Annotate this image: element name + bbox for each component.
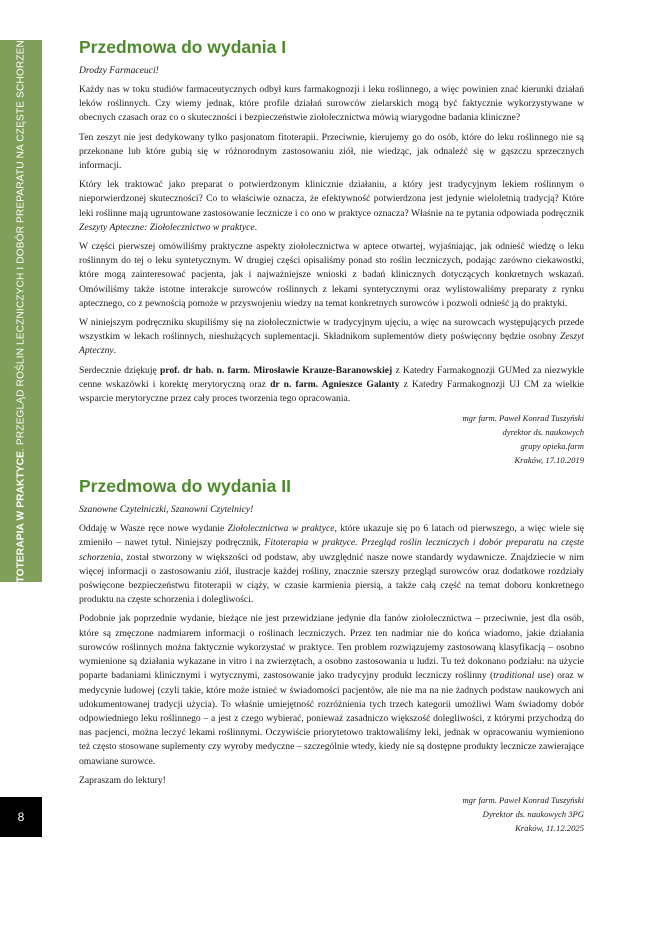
book-title: Zeszyty Apteczne: Ziołolecznictwo w praktyce — [79, 221, 255, 233]
signature-block — [79, 793, 584, 835]
signature-line: mgr farm. Paweł Konrad Tuszyński — [462, 413, 584, 424]
sidebar-title-rest: . PRZEGLĄD ROŚLIN LECZNICZYCH I DOBÓR PREPARATU NA CZĘSTE SCHORZENIA — [15, 30, 27, 451]
text-run: , został stworzony w większości od podstaw, aby uwzględnić nasze nowe standardy wydawnicze. Znajdziecie w nim więcej informacji o zastosowaniu ziół, ilustracje każdej rośliny, znacznie szerszy przegląd surowców oraz dodatkowe rozdziały poświęcone bezpieczeństwu fitoterapii w ciąży, w czasie karmienia piersią, a także całą część na temat doboru konkretnego produktu na częste schorzenia i dolegliwości. — [79, 551, 584, 606]
signature-line: Kraków, 17.10.2019 — [514, 455, 584, 466]
text-run: Oddaję w Wasze ręce nowe wydanie — [79, 523, 228, 535]
signature-line: Dyrektor ds. naukowych 3PG — [482, 808, 584, 819]
text-run: , które ukazuje się po 6 latach od pierwszego, a więc wiele się zmieniło – nawet tytuł. Niniejszy podręcznik, — [79, 523, 584, 549]
text-run: . — [113, 345, 117, 357]
text-run: W niniejszym podręczniku skupiliśmy się na ziołolecznictwie w tradycyjnym ujęciu, a więc na surowcach występujących przede wszystkim w lekach roślinnych, nieshużących suplementacji. Składnikom suplementów diety poświęcony będzie osobny — [79, 317, 584, 343]
text-run: Podobnie jak poprzednie wydanie, bieżące nie jest przewidziane jedynie dla fanów ziołolecznictwa – przeciwnie, jest dla osób, które są zmęczone nadmiarem informacji o roślinach leczniczych. Przez ten nadmiar nie do końca wiadomo, jakie działania surowców roślinnych można faktycznie wykorzystać w praktyce. Ten problem rozwiązujemy zastosowaną klasyfikacją – osobno wymienione są działania wykazane in vitro i na zwierzętach, a osobno zastosowania u ludzi. Tu też dokonano podziału: na użycie poparte badaniami klinicznymi i wytycznymi, zastosowanie jako tradycyjny produkt leczniczy roślinny ( — [79, 613, 584, 682]
signature-block — [79, 411, 584, 467]
term: traditional use — [493, 670, 551, 682]
page-content — [79, 36, 584, 843]
text-run: z Katedry Farmakognozji UJ CM za wielkie wsparcie merytoryczne przez cały proces tworzenia tego opracowania. — [79, 378, 585, 405]
book-title: Zeszyt Apteczny — [79, 331, 584, 357]
salutation: Drodzy Farmaceuci! — [79, 65, 159, 76]
signature-line: mgr farm. Paweł Konrad Tuszyński — [462, 794, 584, 805]
sidebar-title-bold: FITOTERAPIA W PRAKTYCE — [15, 450, 27, 592]
paragraph: Ten zeszyt nie jest dedykowany tylko pasjonatom fitoterapii. Przeciwnie, kierujemy go do osób, które do leku roślinnego nie są przekonane lub które gubią się w różnorodnym zastosowaniu ziół, nie wiedząc, jak odnaleźć się w gąszczu sprzecznych informacji. — [79, 131, 584, 172]
text-run: Który lek traktować jako preparat o potwierdzonym klinicznie działaniu, a który jest tradycyjnym lekiem roślinnym o nieporwierdzonej skuteczności? Co to właściwie oznacza, że efektywność potwierdzona jest jedynie wieloletnią tradycją? Które leki roślinne mają ugruntowane zastosowanie lecznicze i co ono w praktyce oznacza? Właśnie na te pytania odpowiada podręcznik — [79, 179, 584, 219]
sidebar-book-title — [16, 30, 27, 592]
paragraph — [79, 178, 584, 235]
text-run: Serdecznie dziękuję — [79, 364, 160, 376]
book-title: Ziołolecznictwa w praktyce — [227, 523, 335, 535]
section-heading: Przedmowa do wydania II — [79, 476, 291, 497]
paragraph — [79, 612, 584, 768]
paragraph — [79, 364, 584, 407]
section-heading: Przedmowa do wydania I — [79, 37, 287, 57]
page-number: 8 — [0, 797, 42, 837]
signature-line: dyrektor ds. naukowych — [502, 427, 584, 438]
paragraph: Każdy nas w toku studiów farmaceutycznych odbył kurs farmakognozji i leku roślinnego, a więc powinien znać kierunki działań leków roślinnych. Czy wiemy jednak, które profile działań surowców zielarskich mogą być faktycznie wykorzystywane w obecnych czasach oraz co o skuteczności i bezpieczeństwie ziołolecznictwa mówią wiarygodne badania kliniczne? — [79, 84, 584, 124]
preface-second-edition — [79, 475, 584, 835]
text-run: . — [254, 221, 258, 233]
salutation: Szanowne Czytelniczki, Szanowni Czytelnicy! — [79, 504, 254, 516]
preface-first-edition — [79, 36, 584, 467]
signature-line: grupy opieka.farm — [520, 441, 584, 452]
book-title: Fitoterapia w praktyce. Przegląd roślin leczniczych i dobór preparatu na częste schorzenia — [79, 537, 584, 563]
text-run: z Katedry Farmakognozji GUMed za niezwykle cenne wskazówki i korektę merytoryczną oraz — [79, 364, 585, 390]
paragraph — [79, 316, 584, 359]
person-name: dr n. farm. Agnieszce Galanty — [270, 378, 400, 390]
signature-line: Kraków, 11.12.2025 — [515, 822, 584, 833]
text-run: ) oraz w medycynie ludowej (czyli takie, które może istnieć w świadomości pacjentów, ale nie ma na nie żadnych podstaw naukowych ani udokumentowanej tradycji użycia). To właśnie umiejętność rozróżnienia tych trzech kategorii umożliwi Wam świadomy dobór odpowiedniego leku roślinnego – a jest z czego wybierać, ponieważ zasadniczo większość dolegliwości, z którymi przychodzą do nas pacjenci, można leczyć lekami roślinnymi. Oczywiście priorytetowo traktowaliśmy leki, jednak w opracowaniu wymieniono też często stosowane suplementy czy wyroby medyczne – szczególnie wtedy, kiedy nie są dostępne produkty lecznicze zawierające omawiane surowce. — [79, 670, 584, 767]
person-name: prof. dr hab. n. farm. Mirosławie Krauze-Baranowskiej — [159, 364, 393, 376]
paragraph — [79, 522, 584, 607]
sidebar-band — [0, 30, 42, 592]
paragraph: Zapraszam do lektury! — [79, 774, 166, 786]
paragraph: W części pierwszej omówiliśmy praktyczne aspekty ziołolecznictwa w aptece otwartej, wyjaśniając, jak odnieść wiedzę o leku roślinnym do tej o leku syntetycznym. W drugiej części opisaliśmy ponad sto roślin leczniczych, podając zarówno ciekawostki, które mogą zainteresować pacjenta, jak i najważniejsze wnioski z badań klinicznych dotyczących konkretnych wskazań. Omówiliśmy także istotne interakcje surowców roślinnych z lekami syntetycznymi oraz wylistowaliśmy preparaty z rynku aptecznego, co z pewnością pomoże w przyswojeniu wiedzy na temat konkretnych surowców i pozwoli odnieść ją do praktyki. — [79, 241, 584, 309]
